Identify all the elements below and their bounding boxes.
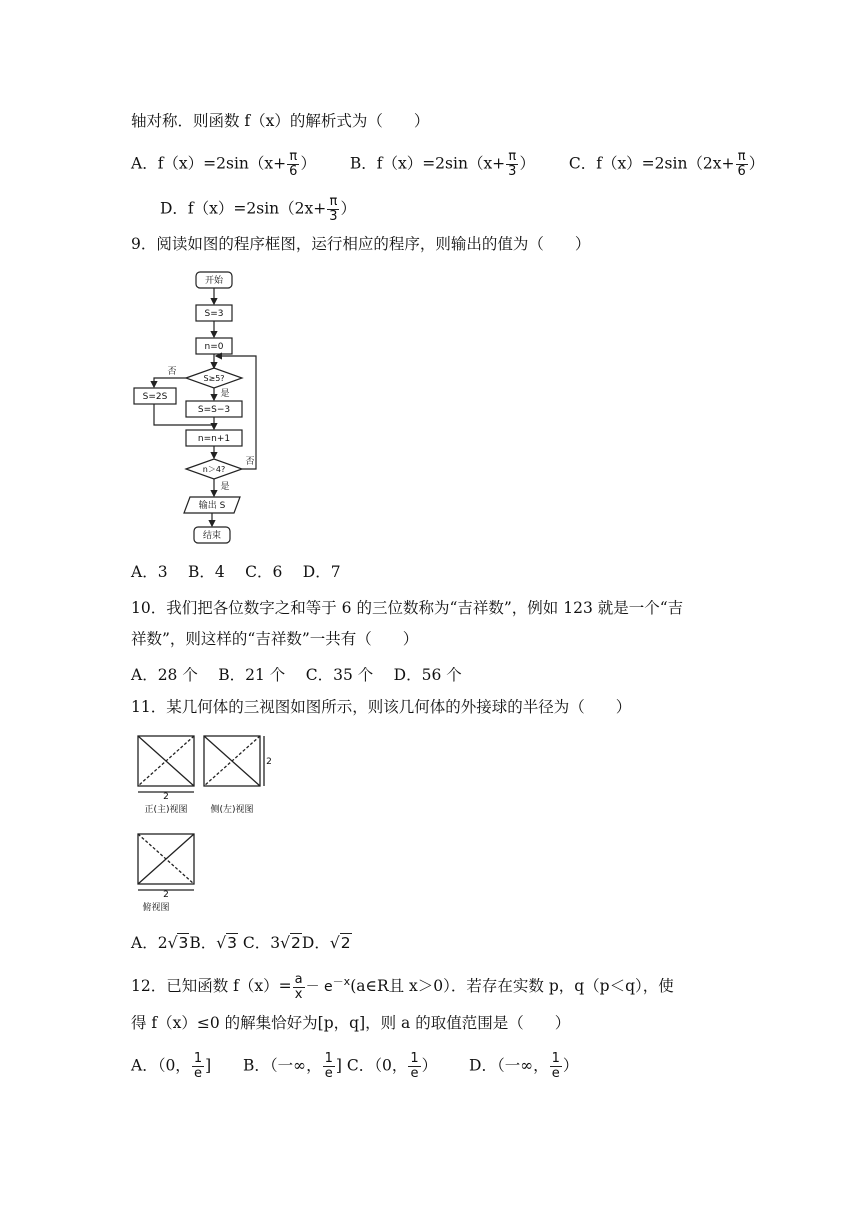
q11-options: A．2√3B．√3 C．3√2D．√2 (131, 934, 351, 952)
top-view-dim: 2 (163, 890, 169, 900)
front-view-label: 正(主)视图 (144, 805, 188, 815)
front-view-dim: 2 (163, 792, 169, 802)
flow-no2: 否 (245, 457, 255, 467)
flow-nn1: n=n+1 (197, 434, 231, 444)
flow-output: 输出 S (198, 501, 226, 511)
q8-stem-tail: 轴对称．则函数 f（x）的解析式为（ ） (131, 112, 430, 130)
q11-stem: 11．某几何体的三视图如图所示，则该几何体的外接球的半径为（ ） (131, 698, 632, 716)
q12-stem-line2: 得 f（x）≤0 的解集恰好为[p，q]，则 a 的取值范围是（ ） (131, 1014, 571, 1032)
q8-option-c: C．f（x）=2sin（2x+ $\frac{\pi}{6}$ ） (568, 149, 765, 179)
q10-stem-line1: 10．我们把各位数字之和等于 6 的三位数称为“吉祥数”，例如 123 就是一个“吉 (131, 599, 684, 617)
q12-option-d: D．（一∞， $\frac{1}{e}$ ） (469, 1051, 579, 1081)
q9-options: A．3 B．4 C．6 D．7 (131, 563, 341, 581)
flow-no1: 否 (167, 367, 177, 377)
q8-option-b: B．f（x）=2sin（x+ $\frac{\pi}{3}$ ） (349, 149, 535, 179)
flowchart (128, 268, 268, 548)
q12-option-b: B．（一∞， $\frac{1}{e}$ ] (243, 1051, 342, 1081)
q12-option-a: A．（0， $\frac{1}{e}$ ] (131, 1051, 212, 1081)
q12-stem-line1: 12．已知函数 f（x）= $\frac{a}{x}$ － $e^{-x}(a\in R$且 x＞0）．若存在实数 p，q（p＜q），使 (131, 971, 674, 1002)
side-view-label: 侧(左)视图 (210, 805, 254, 815)
flow-ss3: S=S−3 (197, 405, 231, 415)
q10-options: A．28 个 B．21 个 C．35 个 D．56 个 (131, 666, 462, 684)
three-views-figure (132, 732, 272, 922)
q10-stem-line2: 祥数”，则这样的“吉祥数”一共有（ ） (131, 630, 419, 648)
flow-start: 开始 (204, 276, 224, 286)
flow-yes1: 是 (220, 389, 230, 399)
q12-option-c: C．（0， $\frac{1}{e}$ ） (346, 1051, 438, 1081)
flow-cond2: n＞4? (202, 465, 226, 474)
flow-n0: n=0 (204, 342, 224, 352)
flow-s3: S=3 (204, 309, 224, 319)
q9-stem: 9．阅读如图的程序框图，运行相应的程序，则输出的值为（ ） (131, 235, 591, 253)
flow-end: 结束 (202, 531, 222, 541)
q8-options-row (131, 150, 764, 179)
flow-s2s: S=2S (142, 392, 168, 402)
side-view-dim: 2 (266, 757, 272, 767)
flow-yes2: 是 (220, 482, 230, 492)
top-view-label: 俯视图 (142, 903, 170, 913)
q12-options-row (131, 1052, 578, 1081)
q8-option-a: A．f（x）=2sin（x+ $\frac{\pi}{6}$ ） (131, 149, 316, 179)
q8-option-d: D．f（x）=2sin（2x+ $\frac{\pi}{3}$ ） (160, 194, 357, 224)
flow-cond1: S≥5? (203, 374, 225, 383)
